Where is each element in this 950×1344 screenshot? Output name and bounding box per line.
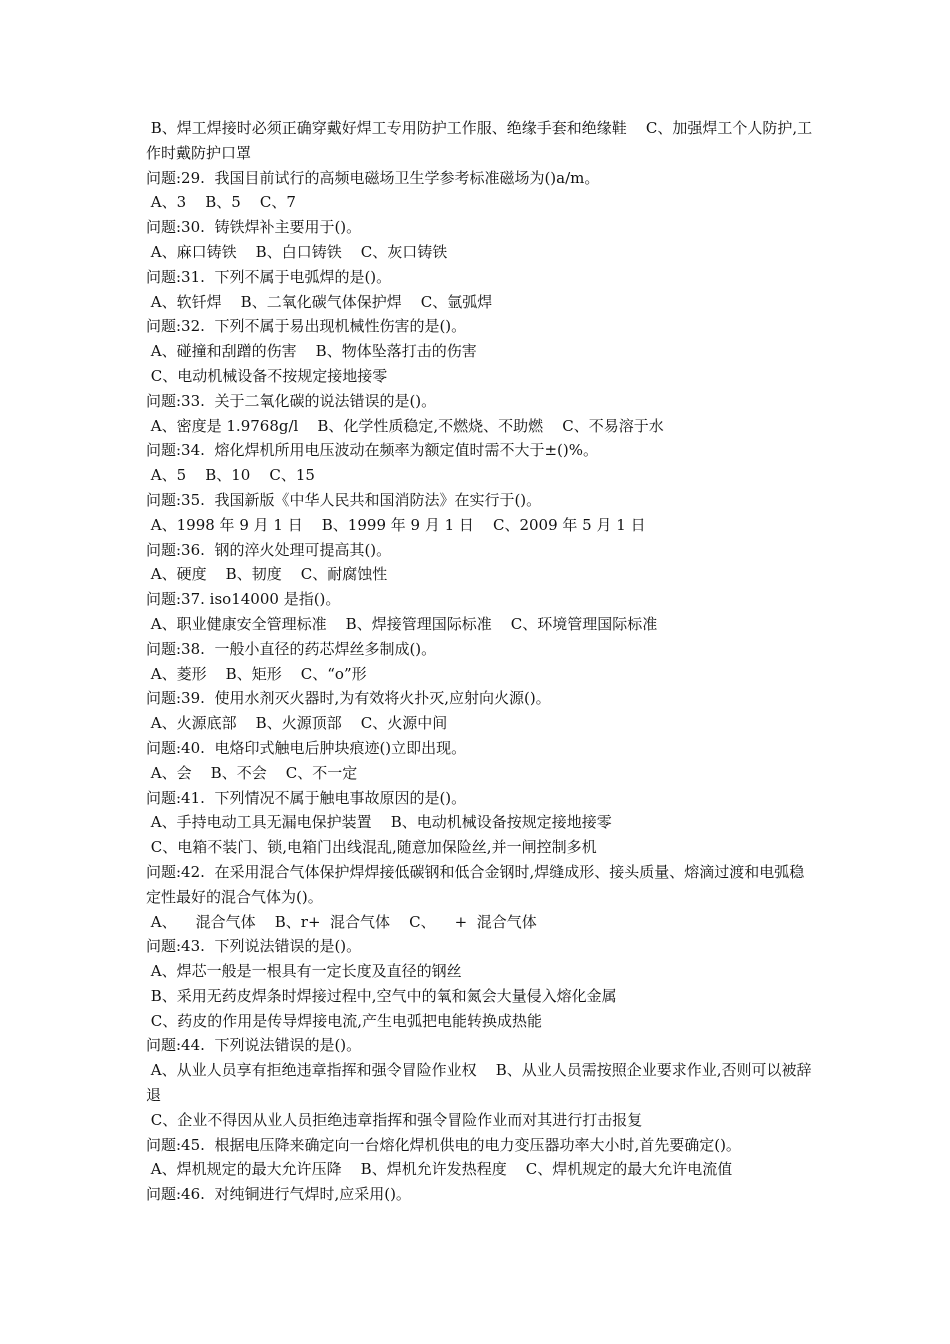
options-line: A、菱形 B、矩形 C、“o”形 xyxy=(146,664,367,683)
options-line: A、3 B、5 C、7 xyxy=(146,193,296,212)
question-line: 问题:40. 电烙印式触电后肿块痕迹()立即出现。 xyxy=(146,738,467,757)
options-line: B、采用无药皮焊条时焊接过程中,空气中的氧和氮会大量侵入熔化金属 xyxy=(146,986,617,1005)
options-line: C、企业不得因从业人员拒绝违章指挥和强令冒险作业而对其进行打击报复 xyxy=(146,1110,643,1129)
options-line: A、手持电动工具无漏电保护装置 B、电动机械设备按规定接地接零 xyxy=(146,813,612,832)
question-line: 问题:46. 对纯铜进行气焊时,应采用()。 xyxy=(146,1185,411,1204)
text-line: B、焊工焊接时必须正确穿戴好焊工专用防护工作服、绝缘手套和绝缘鞋 C、加强焊工个人防护,工作时戴防护口罩 xyxy=(146,119,813,162)
question-line: 问题:36. 钢的淬火处理可提高其()。 xyxy=(146,540,392,559)
options-line: A、5 B、10 C、15 xyxy=(146,466,315,485)
question-line: 问题:29. 我国目前试行的高频电磁场卫生学参考标准磁场为()a/m。 xyxy=(146,168,600,187)
question-line: 问题:37. iso14000 是指()。 xyxy=(146,590,341,609)
question-line: 问题:38. 一般小直径的药芯焊丝多制成()。 xyxy=(146,639,437,658)
options-line: A、 混合气体 B、r+ 混合气体 C、 + 混合气体 xyxy=(146,912,537,931)
options-line: A、麻口铸铁 B、白口铸铁 C、灰口铸铁 xyxy=(146,242,448,261)
question-line: 问题:42. 在采用混合气体保护焊焊接低碳钢和低合金钢时,焊缝成形、接头质量、熔滴过渡和电弧稳定性最好的混合气体为()。 xyxy=(146,862,805,906)
question-line: 问题:39. 使用水剂灭火器时,为有效将火扑灭,应射向火源()。 xyxy=(146,689,551,708)
question-line: 问题:43. 下列说法错误的是()。 xyxy=(146,937,362,956)
options-line: A、1998 年 9 月 1 日 B、1999 年 9 月 1 日 C、2009 年 5 月 1 日 xyxy=(146,515,646,534)
options-line: C、电箱不装门、锁,电箱门出线混乱,随意加保险丝,并一闸控制多机 xyxy=(146,838,597,857)
options-line: A、碰撞和刮蹭的伤害 B、物体坠落打击的伤害 xyxy=(146,342,477,361)
options-line: A、职业健康安全管理标准 B、焊接管理国际标准 C、环境管理国际标准 xyxy=(146,614,658,633)
options-line: A、焊机规定的最大允许压降 B、焊机允许发热程度 C、焊机规定的最大允许电流值 xyxy=(146,1160,733,1179)
question-line: 问题:44. 下列说法错误的是()。 xyxy=(146,1036,362,1055)
options-line: A、密度是 1.9768g/l B、化学性质稳定,不燃烧、不助燃 C、不易溶于水 xyxy=(146,416,664,435)
question-line: 问题:33. 关于二氧化碳的说法错误的是()。 xyxy=(146,391,437,410)
question-line: 问题:34. 熔化焊机所用电压波动在频率为额定值时需不大于±()%。 xyxy=(146,441,598,460)
question-line: 问题:30. 铸铁焊补主要用于()。 xyxy=(146,218,362,237)
question-line: 问题:31. 下列不属于电弧焊的是()。 xyxy=(146,267,392,286)
question-line: 问题:45. 根据电压降来确定向一台熔化焊机供电的电力变压器功率大小时,首先要确定()。 xyxy=(146,1135,741,1154)
question-line: 问题:35. 我国新版《中华人民共和国消防法》在实行于()。 xyxy=(146,490,542,509)
question-line: 问题:32. 下列不属于易出现机械性伤害的是()。 xyxy=(146,317,467,336)
options-line: A、焊芯一般是一根具有一定长度及直径的钢丝 xyxy=(146,962,462,981)
options-line: A、会 B、不会 C、不一定 xyxy=(146,763,358,782)
question-line: 问题:41. 下列情况不属于触电事故原因的是()。 xyxy=(146,788,467,807)
options-line: C、药皮的作用是传导焊接电流,产生电弧把电能转换成热能 xyxy=(146,1011,543,1030)
options-line: C、电动机械设备不按规定接地接零 xyxy=(146,366,388,385)
options-line: A、软钎焊 B、二氧化碳气体保护焊 C、氩弧焊 xyxy=(146,292,493,311)
options-line: A、火源底部 B、火源顶部 C、火源中间 xyxy=(146,714,448,733)
options-line: A、从业人员享有拒绝违章指挥和强令冒险作业权 B、从业人员需按照企业要求作业,否则可以被辞退 xyxy=(146,1061,812,1105)
question-text-body xyxy=(146,116,814,1207)
options-line: A、硬度 B、韧度 C、耐腐蚀性 xyxy=(146,565,388,584)
